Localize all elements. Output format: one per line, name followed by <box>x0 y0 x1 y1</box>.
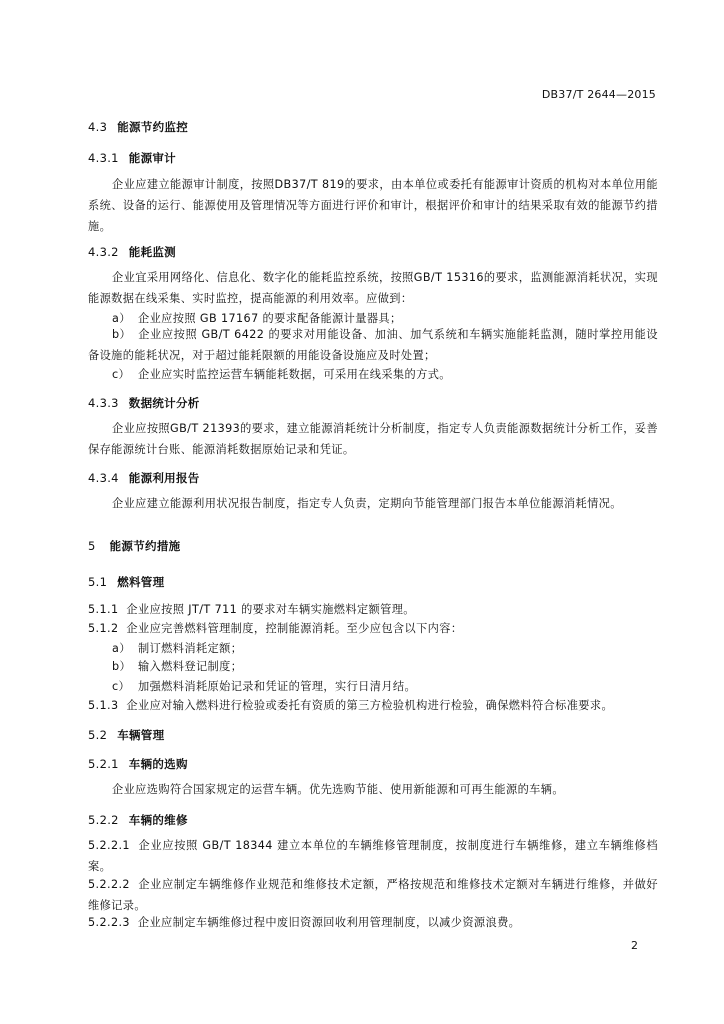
clause-5-2-2-3 <box>88 912 658 933</box>
list-text: 企业应实时监控运营车辆能耗数据，可采用在线采集的方式。 <box>138 368 451 381</box>
paragraph-vehicle-purchase: 企业应选购符合国家规定的运营车辆。优先选购节能、使用新能源和可再生能源的车辆。 <box>112 783 564 796</box>
list-text: 加强燃料消耗原始记录和凭证的管理，实行日清月结。 <box>138 680 417 693</box>
clause-text: 企业应按照 JT/T 711 的要求对车辆实施燃料定额管理。 <box>126 603 415 616</box>
list-item <box>88 676 658 697</box>
heading-5-1 <box>88 574 658 590</box>
section-number: 4.3.3 <box>88 396 119 410</box>
list-label: b） <box>112 328 132 341</box>
list-label: c） <box>112 680 131 693</box>
section-number: 5.2.1 <box>88 757 119 771</box>
section-title: 车辆的维修 <box>128 813 188 827</box>
list-item <box>88 656 658 677</box>
section-number: 4.3 <box>88 120 108 134</box>
section-title: 能源审计 <box>128 151 176 165</box>
section-title: 能源节约监控 <box>117 120 189 134</box>
list-label: c） <box>112 368 131 381</box>
list-text: 制订燃料消耗定额； <box>138 642 243 655</box>
section-title: 数据统计分析 <box>128 396 200 410</box>
heading-4-3-2 <box>88 244 658 260</box>
heading-4-3-3 <box>88 395 658 411</box>
list-label: b） <box>112 660 132 673</box>
paragraph-energy-monitoring: 企业宜采用网络化、信息化、数字化的能耗监控系统，按照GB/T 15316的要求，监测能源消耗状况，实现能源数据在线采集、实时监控，提高能源的利用效率。应做到： <box>88 271 658 305</box>
paragraph-usage-report: 企业应建立能源利用状况报告制度，指定专人负责，定期向节能管理部门报告本单位能源消耗情况。 <box>112 497 622 510</box>
standard-code: DB37/T 2644—2015 <box>541 88 656 101</box>
clause-number: 5.1.3 <box>88 699 119 712</box>
section-number: 4.3.4 <box>88 471 119 485</box>
list-text: 企业应按照 GB/T 6422 的要求对用能设备、加油、加气系统和车辆实施能耗监测，随时掌控用能设备设施的能耗状况，对于超过能耗限额的用能设备设施应及时处置； <box>88 328 658 362</box>
section-title: 能耗监测 <box>128 245 176 259</box>
clause-5-1-1 <box>88 599 658 620</box>
section-title: 能源利用报告 <box>128 471 200 485</box>
clause-number: 5.2.2.2 <box>88 878 130 891</box>
section-title: 车辆的选购 <box>128 757 188 771</box>
clause-5-2-2-2 <box>88 874 658 916</box>
section-title: 车辆管理 <box>117 728 165 742</box>
clause-5-2-2-1 <box>88 835 658 877</box>
clause-text: 企业应对输入燃料进行检验或委托有资质的第三方检验机构进行检验，确保燃料符合标准要求。 <box>126 699 614 712</box>
clause-number: 5.1.2 <box>88 622 119 635</box>
section-number: 5.2 <box>88 728 108 742</box>
section-number: 5.1 <box>88 575 108 589</box>
section-number: 4.3.2 <box>88 245 119 259</box>
heading-5-2-2 <box>88 812 658 828</box>
section-title: 能源节约措施 <box>109 539 181 553</box>
clause-5-1-3 <box>88 695 658 716</box>
section-number: 5.2.2 <box>88 813 119 827</box>
heading-5 <box>88 538 658 554</box>
paragraph-energy-audit: 企业应建立能源审计制度，按照DB37/T 819的要求，由本单位或委托有能源审计资质的机构对本单位用能系统、设备的运行、能源使用及管理情况等方面进行评价和审计，根据评价和审计的结果采取有效的能源节约措施。 <box>88 178 658 233</box>
clause-text: 企业应制定车辆维修过程中废旧资源回收利用管理制度，以减少资源浪费。 <box>137 916 521 929</box>
heading-4-3-4 <box>88 470 658 486</box>
clause-text: 企业应按照 GB/T 18344 建立本单位的车辆维修管理制度，按制度进行车辆维修，建立车辆维修档案。 <box>88 839 658 873</box>
heading-5-2-1 <box>88 756 658 772</box>
section-number: 4.3.1 <box>88 151 119 165</box>
clause-text: 企业应完善燃料管理制度，控制能源消耗。至少应包含以下内容： <box>126 622 463 635</box>
list-item <box>88 364 658 385</box>
list-item <box>88 324 658 366</box>
list-text: 输入燃料登记制度； <box>138 660 243 673</box>
list-label: a） <box>112 312 131 325</box>
page-number: 2 <box>631 939 638 952</box>
section-number: 5 <box>88 539 96 553</box>
paragraph-statistics: 企业应按照GB/T 21393的要求，建立能源消耗统计分析制度，指定专人负责能源数据统计分析工作，妥善保存能源统计台账、能源消耗数据原始记录和凭证。 <box>88 422 658 456</box>
clause-number: 5.1.1 <box>88 603 119 616</box>
clause-number: 5.2.2.3 <box>88 916 130 929</box>
clause-text: 企业应制定车辆维修作业规范和维修技术定额，严格按规范和维修技术定额对车辆进行维修，并做好维修记录。 <box>88 878 658 912</box>
list-text: 企业应按照 GB 17167 的要求配备能源计量器具； <box>138 312 402 325</box>
clause-5-1-2 <box>88 618 658 639</box>
heading-4-3 <box>88 119 658 135</box>
list-label: a） <box>112 642 131 655</box>
section-title: 燃料管理 <box>117 575 165 589</box>
heading-4-3-1 <box>88 150 658 166</box>
clause-number: 5.2.2.1 <box>88 839 130 852</box>
heading-5-2 <box>88 727 658 743</box>
